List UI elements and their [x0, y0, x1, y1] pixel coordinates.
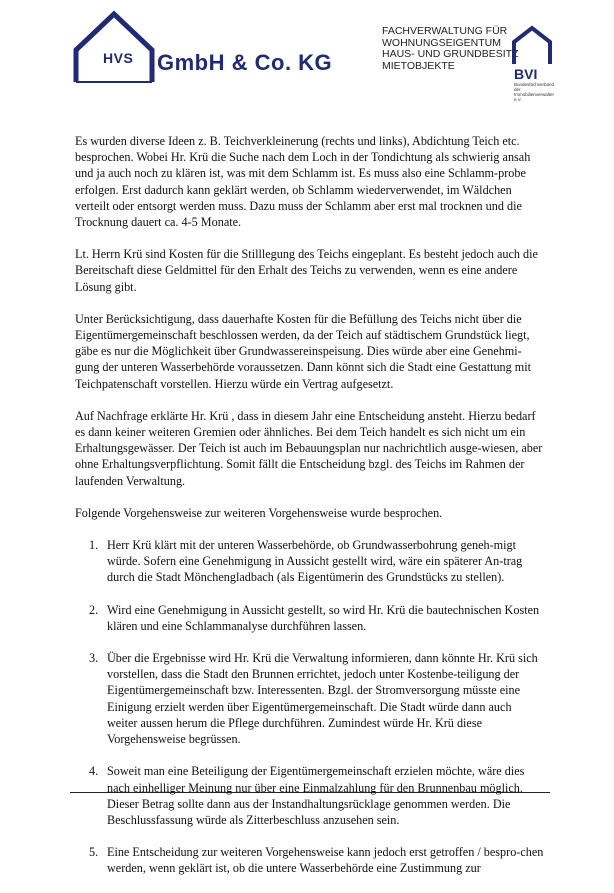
- paragraph: Lt. Herrn Krü sind Kosten für die Stilllegung des Teichs eingeplant. Es besteht jedoch auch die Bereitschaft diese Geldmittel für den Erhalt des Teichs zu verwenden, wenn es eine andere Lösung gibt.: [75, 247, 538, 294]
- procedure-list: [75, 537, 545, 876]
- bvi-subtitle: Bundesfachverband der Immobilienverwalter e.V.: [514, 82, 555, 102]
- footer-divider: [70, 792, 550, 793]
- list-item: [75, 844, 545, 876]
- bvi-roof-icon: [510, 24, 554, 66]
- services-line: HAUS- UND GRUNDBESITZ: [382, 48, 519, 60]
- list-number: 1.: [89, 538, 99, 553]
- list-item: [75, 602, 545, 634]
- services-line: FACHVERWALTUNG FÜR: [382, 25, 508, 37]
- list-number: 5.: [89, 845, 99, 860]
- paragraph: Unter Berücksichtigung, dass dauerhafte Kosten für die Befüllung des Teichs nicht über die Eigentümergemeinschaft beschlossen werden, da der Teich auf städtischem Grundstück liegt, gäbe es nur die Möglichkeit über Grundwassereinspeisung. Dies würde aber eine Genehmi-gung der unteren Wasserbehörde voraussetzen. Dann könnt sich die Stadt eine Gestattung mit Teichpatenschaft vorstellen. Hierzu würde ein Vertrag aufgesetzt.: [75, 311, 532, 391]
- list-item: [75, 650, 545, 747]
- list-text: Eine Entscheidung zur weiteren Vorgehensweise kann jedoch erst getroffen / bespro-chen werden, wenn geklärt ist, ob die untere Wasserbehörde eine Zustimmung zur: [107, 845, 544, 876]
- services-line: WOHNUNGSEIGENTUM: [382, 36, 501, 49]
- bvi-logo-text: BVI: [514, 66, 538, 82]
- hvs-logo-letters: HVS: [103, 50, 134, 66]
- list-text: Soweit man eine Beteiligung der Eigentümergemeinschaft erzielen möchte, wäre dies nach einhelliger Meinung nur über eine Einmalzahlung für den Brunnenbau möglich. Dieser Betrag sollte dann aus der Instandhaltungsrücklage genommen werden. Die Beschlussfassung würde als Zitterbeschluss anzusehen sein.: [107, 764, 525, 827]
- hvs-roof-logo: [70, 8, 160, 88]
- list-text: Wird eine Genehmigung in Aussicht gestellt, so wird Hr. Krü die bautechnischen Kosten klären und eine Schlammanalyse durchführen lassen.: [107, 602, 540, 633]
- document-body: [75, 133, 545, 893]
- company-services: [382, 26, 519, 72]
- list-number: 2.: [89, 602, 99, 617]
- list-item: [75, 537, 545, 586]
- company-name: GmbH & Co. KG: [157, 50, 333, 75]
- list-number: 3.: [89, 651, 99, 666]
- list-item: [75, 763, 545, 828]
- paragraph: Es wurden diverse Ideen z. B. Teichverkleinerung (rechts und links), Abdichtung Teich etc. besprochen. Wobei Hr. Krü die Suche nach dem Loch in der Tondichtung als schwierig ansah und ja auch noch zu klären ist, was mit dem Schlamm ist. Es muss also eine Schlamm-probe erfolgen. Erst dadurch kann geklärt werden, ob Schlamm wiederverwendet, im Wäldchen verteilt oder entsorgt werden muss. Dazu muss der Schlamm aber erst mal trocknen und die Trocknung dauert ca. 4-5 Monate.: [75, 134, 531, 230]
- list-text: Über die Ergebnisse wird Hr. Krü die Verwaltung informieren, dann könnte Hr. Krü sich vorstellen, dass die Stadt den Brunnen errichtet, jedoch unter Kostenbe-teiligung der Eigentümergemeinschaft bzw. Interessenten. Bzgl. der Stromversorgung müsste eine Einigung erzielt werden über Eigentümergemeinschaft. Die Stadt würde dann auch weiter aussen herum die Pflege durchführen. Zumindest würde Hr. Krü diese Vorgehensweise begrüssen.: [107, 651, 538, 747]
- services-line: MIETOBJEKTE: [382, 59, 455, 72]
- paragraph: Auf Nachfrage erklärte Hr. Krü , dass in diesem Jahr eine Entscheidung ansteht. Hierzu bedarf es dann keiner weiteren Gremien oder ähnliches. Bei dem Teich handelt es sich nicht um ein Erhaltungsgewässer. Der Teich ist auch im Bebauungsplan nur nachrichtlich ausge-wiesen, aber ohne Erhaltungsverpflichtung. Somit fällt die Entscheidung bzgl. des Teichs im Rahmen der laufenden Verwaltung.: [75, 408, 543, 488]
- list-text: Herr Krü klärt mit der unteren Wasserbehörde, ob Grundwasserbohrung geneh-migt würde. Sofern eine Genehmigung in Aussicht gestellt wird, wäre ein späterer An-trag durch die Stadt Mönchengladbach (als Eigentümerin des Grundstücks zu stellen).: [107, 538, 523, 585]
- paragraph: Folgende Vorgehensweise zur weiteren Vorgehensweise wurde besprochen.: [75, 505, 443, 520]
- list-number: 4.: [89, 764, 99, 779]
